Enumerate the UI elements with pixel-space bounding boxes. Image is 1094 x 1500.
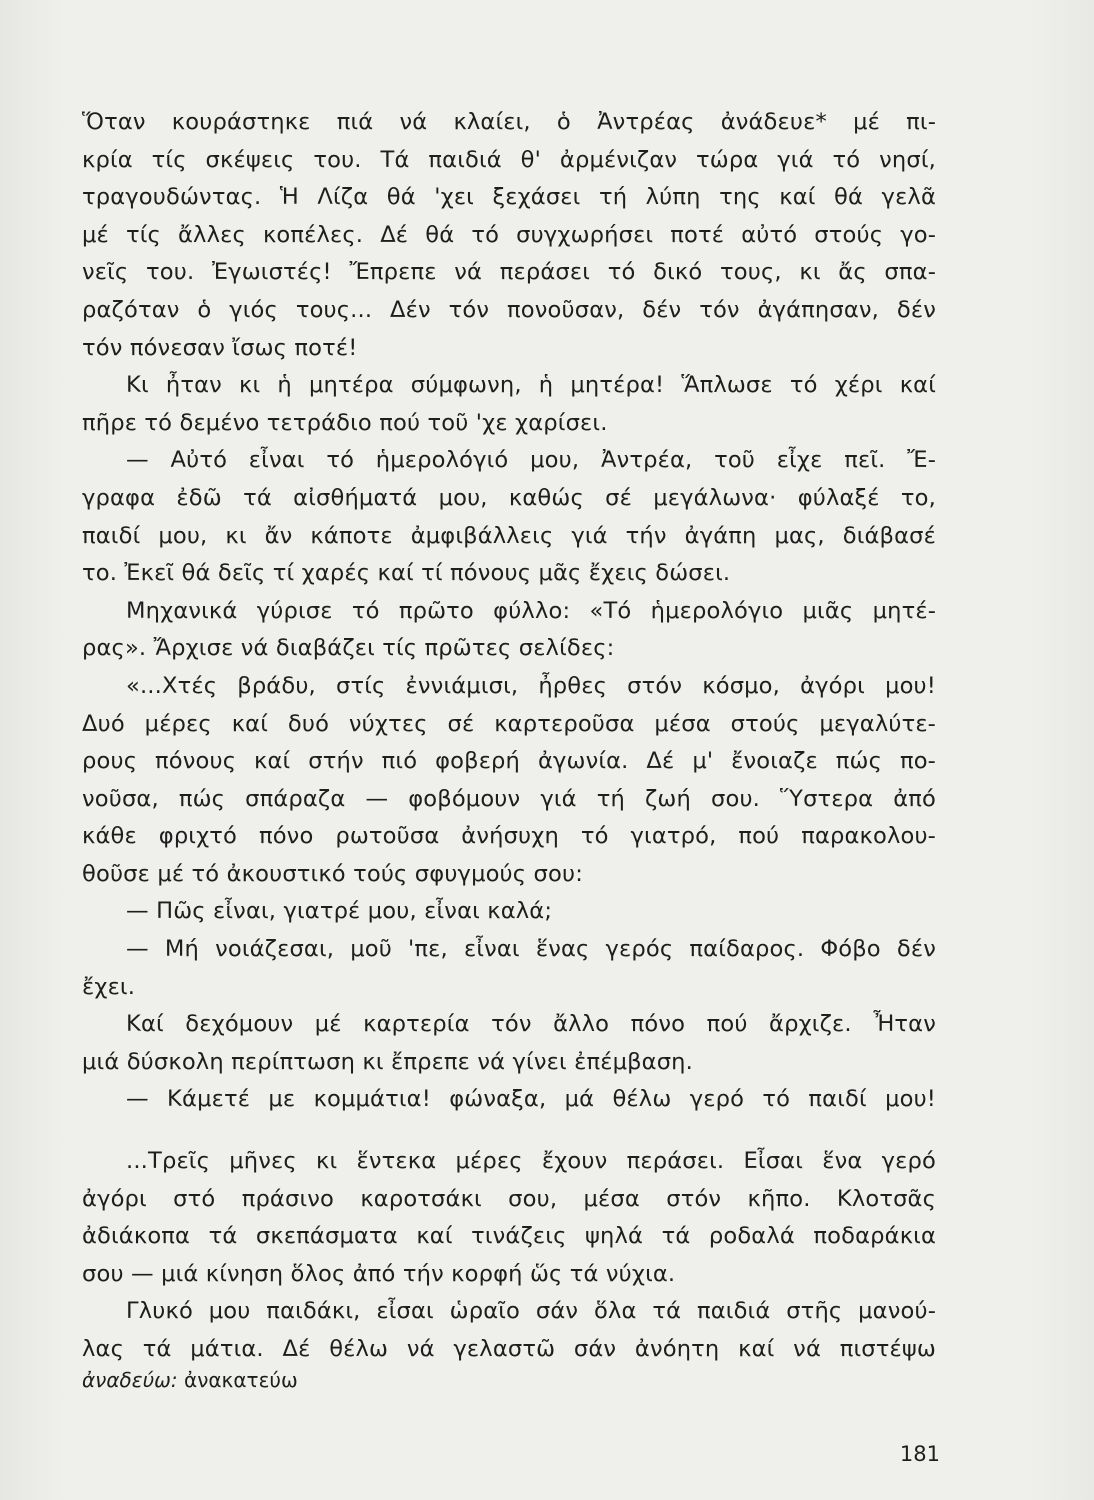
text-line: Γλυκό μου παιδάκι, εἶσαι ὡραῖο σάν ὅλα τά παιδιά στῆς μανού- bbox=[126, 1298, 936, 1325]
text-line: — Πῶς εἶναι, γιατρέ μου, εἶναι καλά; bbox=[126, 898, 553, 925]
text-line: Δυό μέρες καί δυό νύχτες σέ καρτεροῦσα μέσα στούς μεγαλύτε- bbox=[82, 710, 936, 737]
footnote-definition: ἀνακατεύω bbox=[177, 1368, 298, 1392]
text-line: ἀδιάκοπα τά σκεπάσματα καί τινάζεις ψηλά τά ροδαλά ποδαράκια bbox=[82, 1223, 936, 1250]
text-line: Κι ἦταν κι ἡ μητέρα σύμφωνη, ἡ μητέρα! Ἅπλωσε τό χέρι καί bbox=[126, 372, 936, 399]
footnote bbox=[82, 1367, 298, 1393]
text-line: το. Ἐκεῖ θά δεῖς τί χαρές καί τί πόνους μᾶς ἔχεις δώσει. bbox=[82, 560, 731, 587]
text-line: μιά δύσκολη περίπτωση κι ἔπρεπε νά γίνει ἐπέμβαση. bbox=[82, 1048, 693, 1075]
text-line: κάθε φριχτό πόνο ρωτοῦσα ἀνήσυχη τό γιατρό, πού παρακολου- bbox=[82, 823, 936, 850]
text-line: γραφα ἐδῶ τά αἰσθήματά μου, καθώς σέ μεγάλωνα· φύλαξέ το, bbox=[82, 484, 936, 511]
text-line: ...Τρεῖς μῆνες κι ἕντεκα μέρες ἔχουν περάσει. Εἶσαι ἕνα γερό bbox=[126, 1148, 936, 1175]
text-line: νεῖς του. Ἐγωιστές! Ἔπρεπε νά περάσει τό δικό τους, κι ἄς σπα- bbox=[82, 259, 936, 286]
text-line: λας τά μάτια. Δέ θέλω νά γελαστῶ σάν ἀνόητη καί νά πιστέψω bbox=[82, 1336, 936, 1362]
text-line: Ὅταν κουράστηκε πιά νά κλαίει, ὁ Ἀντρέας ἀνάδευε* μέ πι- bbox=[82, 109, 936, 135]
text-line: παιδί μου, κι ἄν κάποτε ἀμφιβάλλεις γιά τήν ἀγάπη μας, διάβασέ bbox=[82, 522, 936, 549]
text-line: κρία τίς σκέψεις του. Τά παιδιά θ' ἀρμένιζαν τώρα γιά τό νησί, bbox=[82, 146, 936, 173]
text-line: «...Χτές βράδυ, στίς ἐννιάμισι, ἦρθες στόν κόσμο, ἀγόρι μου! bbox=[126, 672, 936, 699]
text-line: σου — μιά κίνηση ὅλος ἀπό τήν κορφή ὥς τά νύχια. bbox=[82, 1260, 676, 1287]
text-line: τραγουδώντας. Ἡ Λίζα θά 'χει ξεχάσει τή λύπη της καί θά γελᾶ bbox=[82, 184, 936, 211]
body-text bbox=[82, 104, 936, 1369]
text-line: ρους πόνους καί στήν πιό φοβερή ἀγωνία. Δέ μ' ἔνοιαζε πώς πο- bbox=[82, 748, 936, 775]
text-line: Μηχανικά γύρισε τό πρῶτο φύλλο: «Τό ἡμερολόγιο μιᾶς μητέ- bbox=[126, 597, 936, 624]
text-line: ρας». Ἄρχισε νά διαβάζει τίς πρῶτες σελίδες: bbox=[82, 635, 615, 662]
footnote-term: ἀναδεύω: bbox=[82, 1368, 178, 1392]
paragraph-gap bbox=[82, 1119, 936, 1143]
text-line: — Κάμετέ με κομμάτια! φώναξα, μά θέλω γερό τό παιδί μου! bbox=[126, 1086, 936, 1113]
text-line: πῆρε τό δεμένο τετράδιο πού τοῦ 'χε χαρίσει. bbox=[82, 409, 608, 436]
text-line: νοῦσα, πώς σπάραζα — φοβόμουν γιά τή ζωή σου. Ὕστερα ἀπό bbox=[82, 785, 936, 812]
text-line: μέ τίς ἄλλες κοπέλες. Δέ θά τό συγχωρήσει ποτέ αὐτό στούς γο- bbox=[82, 221, 936, 248]
page-number: 181 bbox=[899, 1442, 940, 1466]
text-line: ἀγόρι στό πράσινο καροτσάκι σου, μέσα στόν κῆπο. Κλοτσᾶς bbox=[82, 1185, 936, 1212]
text-line: — Μή νοιάζεσαι, μοῦ 'πε, εἶναι ἕνας γερός παίδαρος. Φόβο δέν bbox=[126, 936, 936, 963]
text-line: Καί δεχόμουν μέ καρτερία τόν ἄλλο πόνο πού ἄρχιζε. Ἦταν bbox=[126, 1011, 936, 1038]
text-line: ἔχει. bbox=[82, 973, 136, 1000]
text-line: — Αὐτό εἶναι τό ἡμερολόγιό μου, Ἀντρέα, τοῦ εἶχε πεῖ. Ἔ- bbox=[126, 447, 936, 474]
text-line: ραζόταν ὁ γιός τους... Δέν τόν πονοῦσαν, δέν τόν ἀγάπησαν, δέν bbox=[82, 296, 936, 323]
text-line: θοῦσε μέ τό ἀκουστικό τούς σφυγμούς σου: bbox=[82, 860, 583, 887]
text-line: τόν πόνεσαν ἴσως ποτέ! bbox=[82, 334, 358, 361]
